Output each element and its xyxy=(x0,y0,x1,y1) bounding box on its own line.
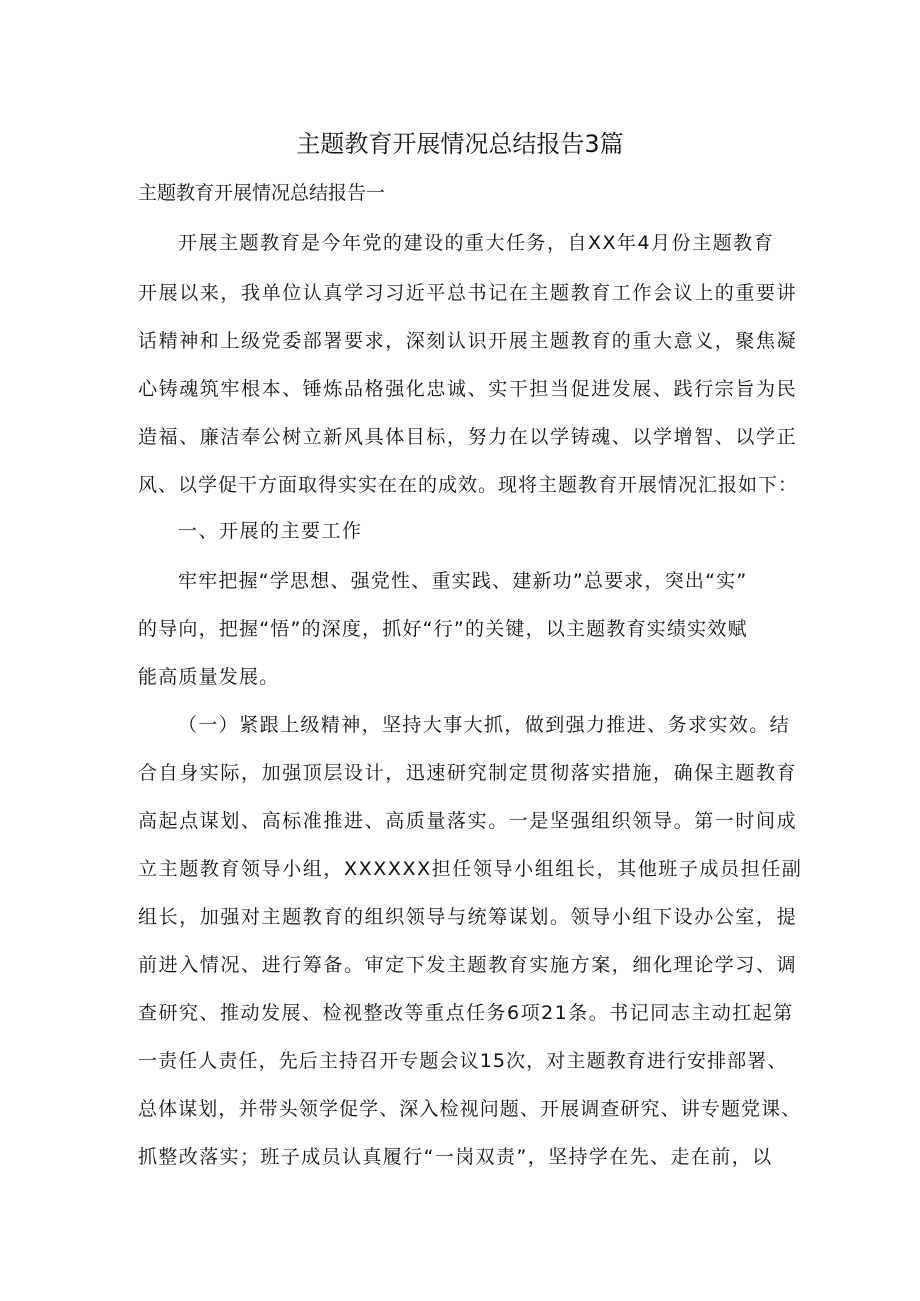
section-heading: 一、开展的主要工作 xyxy=(178,520,363,542)
paragraph-line: 风、以学促干方面取得实实在在的成效。现将主题教育开展情况汇报如下： xyxy=(138,474,799,496)
paragraph-line: 造福、廉洁奉公树立新风具体目标，努力在以学铸魂、以学增智、以学正 xyxy=(138,426,798,448)
paragraph-line: 话精神和上级党委部署要求，深刻认识开展主题教育的重大意义，聚焦凝 xyxy=(138,330,798,352)
paragraph-line: 牢牢把握“学思想、强党性、重实践、建新功”总要求，突出“实” xyxy=(178,570,748,592)
paragraph-line: 组长，加强对主题教育的组织领导与统筹谋划。领导小组下设办公室，提 xyxy=(138,906,798,928)
paragraph-line: 开展主题教育是今年党的建设的重大任务，自XX年4月份主题教育 xyxy=(178,232,775,254)
paragraph-line: 立主题教育领导小组，XXXXXX担任领导小组组长，其他班子成员担任副 xyxy=(138,858,803,880)
paragraph-line: （一）紧跟上级精神，坚持大事大抓，做到强力推进、务求实效。结 xyxy=(178,714,791,736)
paragraph-line: 的导向，把握“悟”的深度，抓好“行”的关键，以主题教育实绩实效赋 xyxy=(138,618,748,640)
paragraph-line: 心铸魂筑牢根本、锤炼品格强化忠诚、实干担当促进发展、践行宗旨为民 xyxy=(138,378,798,400)
paragraph-line: 抓整改落实；班子成员认真履行“一岗双责”，坚持学在先、走在前，以 xyxy=(138,1146,773,1168)
paragraph-line: 前进入情况、进行筹备。审定下发主题教育实施方案，细化理论学习、调 xyxy=(138,954,798,976)
paragraph-line: 总体谋划，并带头领学促学、深入检视问题、开展调查研究、讲专题党课、 xyxy=(138,1098,802,1120)
paragraph-line: 一责任人责任，先后主持召开专题会议15次，对主题教育进行安排部署、 xyxy=(138,1050,788,1072)
document-title: 主题教育开展情况总结报告3篇 xyxy=(296,130,624,158)
paragraph-line: 高起点谋划、高标准推进、高质量落实。一是坚强组织领导。第一时间成 xyxy=(138,810,798,832)
paragraph-line: 合自身实际，加强顶层设计，迅速研究制定贯彻落实措施，确保主题教育 xyxy=(138,762,798,784)
document-subtitle: 主题教育开展情况总结报告一 xyxy=(138,182,386,204)
paragraph-line: 开展以来，我单位认真学习习近平总书记在主题教育工作会议上的重要讲 xyxy=(138,282,798,304)
paragraph-line: 能高质量发展。 xyxy=(138,666,280,688)
paragraph-line: 查研究、推动发展、检视整改等重点任务6项21条。书记同志主动扛起第 xyxy=(138,1002,794,1024)
